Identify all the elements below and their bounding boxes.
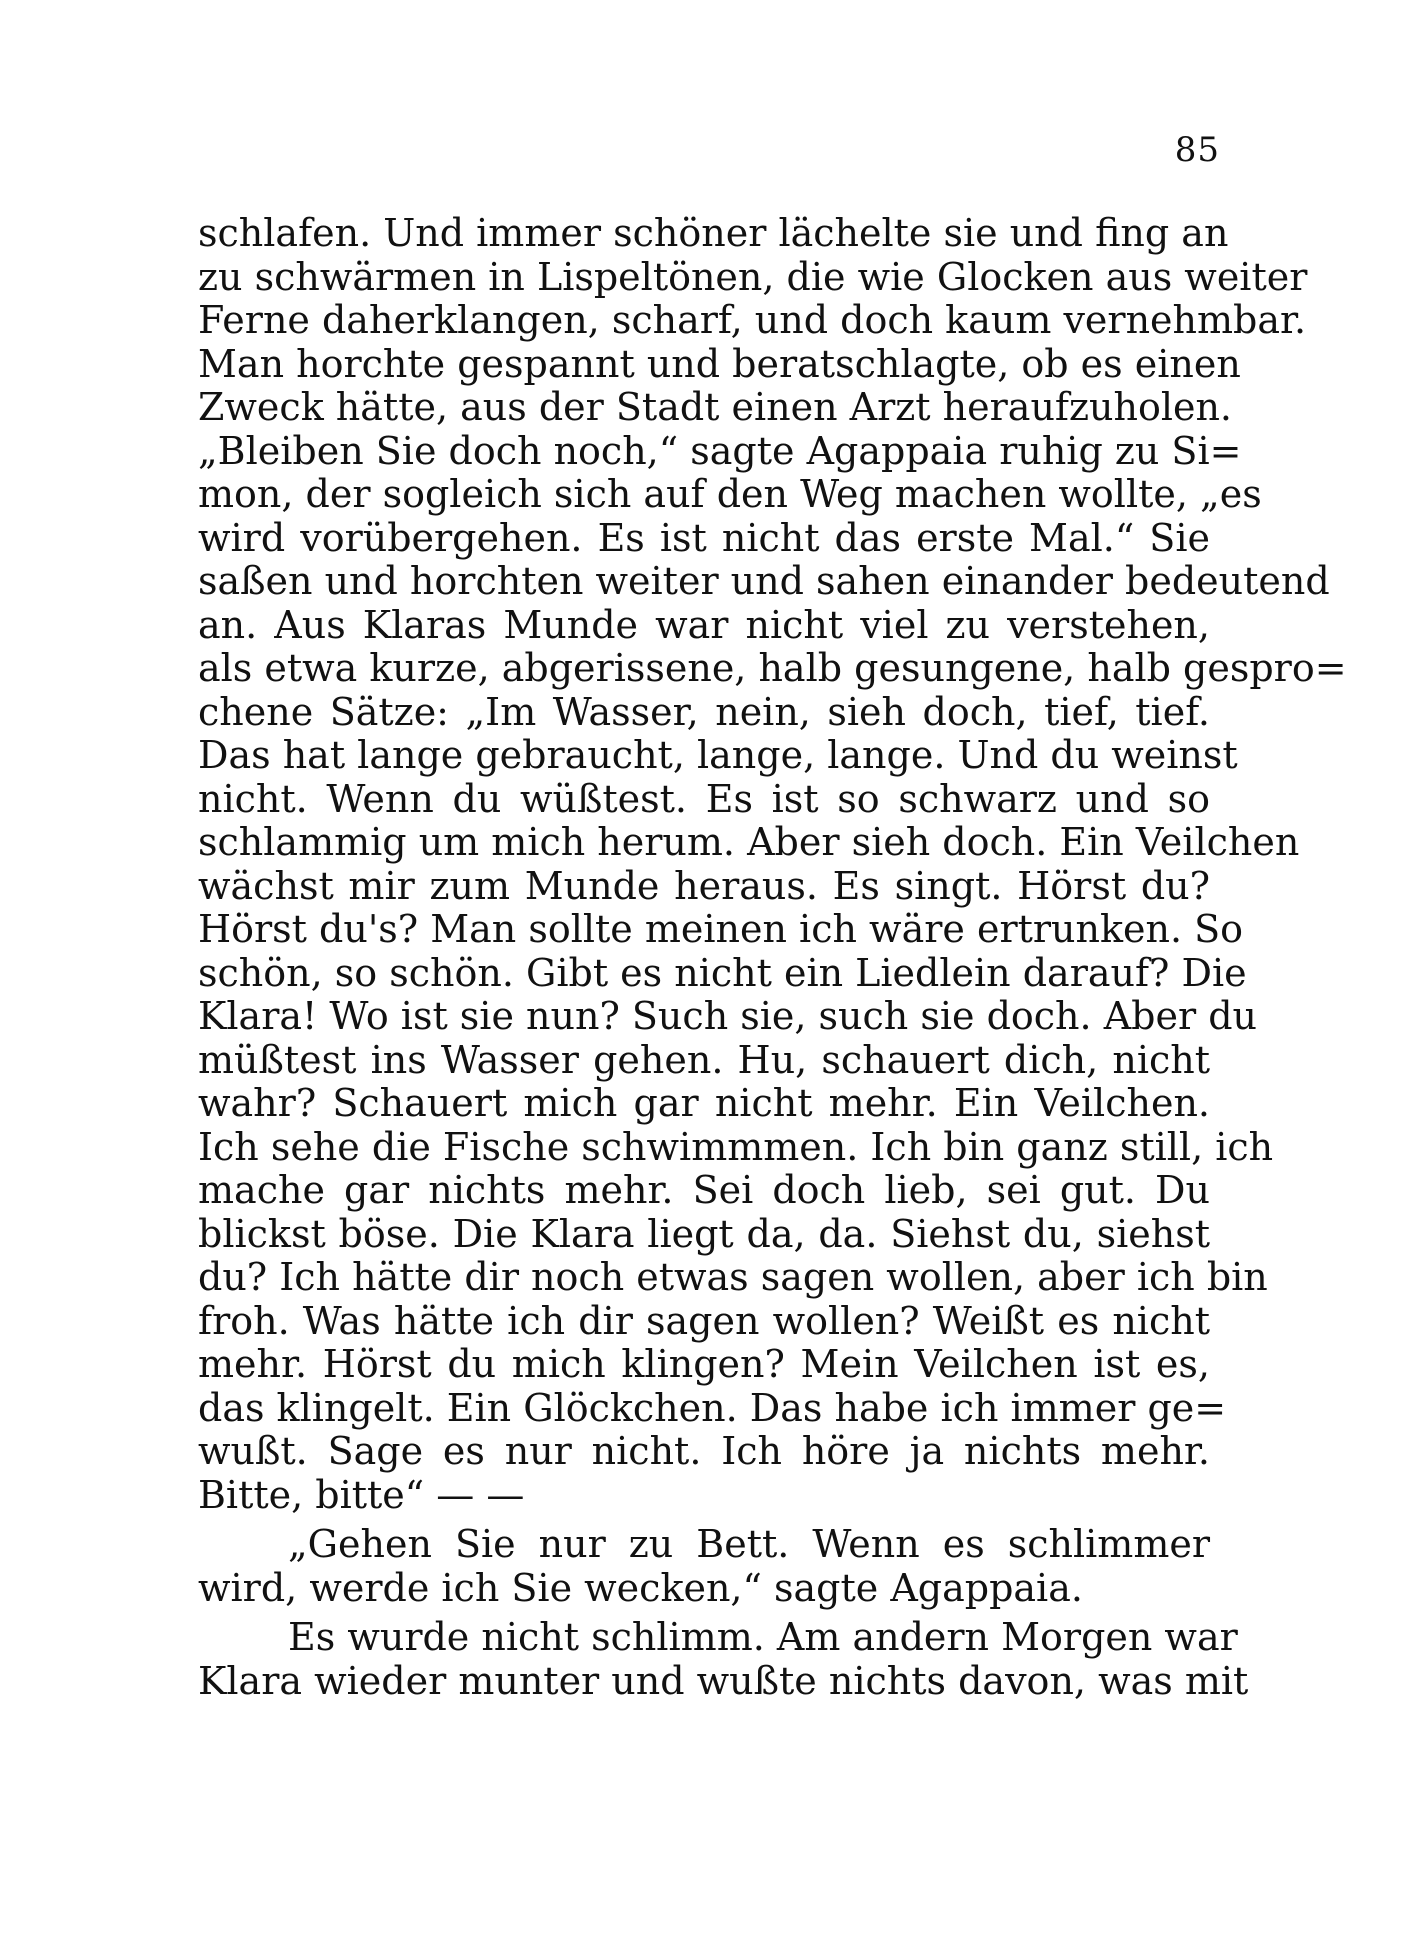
text-line: Zweck hätte, aus der Stadt einen Arzt heraufzuholen. bbox=[198, 385, 1233, 429]
text-line: Man horchte gespannt und beratschlagte, ob es einen bbox=[198, 341, 1241, 386]
text-line: nicht. Wenn du wüßtest. Es ist so schwarz und so bbox=[198, 776, 1210, 821]
text-line: mehr. Hörst du mich klingen? Mein Veilchen ist es, bbox=[198, 1342, 1210, 1386]
text-line: mon, der sogleich sich auf den Weg machen wollte, „es bbox=[198, 472, 1262, 516]
text-line: froh. Was hätte ich dir sagen wollen? Weißt es nicht bbox=[198, 1298, 1210, 1343]
text-line: mache gar nichts mehr. Sei doch lieb, sei gut. Du bbox=[198, 1168, 1210, 1212]
text-line: schlafen. Und immer schöner lächelte sie und fing an bbox=[198, 211, 1229, 255]
text-line: chene Sätze: „Im Wasser, nein, sieh doch, tief, tief. bbox=[198, 689, 1210, 734]
text-line: blickst böse. Die Klara liegt da, da. Siehst du, siehst bbox=[198, 1211, 1210, 1256]
text-line: wächst mir zum Munde heraus. Es singt. Hörst du? bbox=[198, 863, 1210, 908]
text-line: „Bleiben Sie doch noch,“ sagte Agappaia ruhig zu Si= bbox=[198, 428, 1242, 473]
text-line: als etwa kurze, abgerissene, halb gesungene, halb gespro= bbox=[198, 646, 1347, 690]
text-line: Das hat lange gebraucht, lange, lange. Und du weinst bbox=[198, 733, 1238, 777]
text-line: Klara wieder munter und wußte nichts davon, was mit bbox=[198, 1658, 1249, 1703]
text-line: saßen und horchten weiter und sahen einander bedeutend bbox=[198, 559, 1330, 603]
text-line: schlammig um mich herum. Aber sieh doch. Ein Veilchen bbox=[198, 820, 1300, 864]
body-text bbox=[198, 211, 1347, 1703]
text-line: zu schwärmen in Lispeltönen, die wie Glocken aus weiter bbox=[198, 254, 1308, 299]
text-line: schön, so schön. Gibt es nicht ein Liedlein darauf? Die bbox=[198, 950, 1247, 995]
text-line: du? Ich hätte dir noch etwas sagen wollen, aber ich bin bbox=[198, 1255, 1268, 1299]
text-line: Es wurde nicht schlimm. Am andern Morgen war bbox=[288, 1615, 1238, 1659]
text-line: Ich sehe die Fische schwimmmen. Ich bin ganz still, ich bbox=[198, 1124, 1274, 1169]
text-line: wahr? Schauert mich gar nicht mehr. Ein Veilchen. bbox=[198, 1081, 1210, 1125]
text-line: Bitte, bitte“ — — bbox=[198, 1472, 525, 1517]
page-number: 85 bbox=[1174, 130, 1220, 170]
text-line: Hörst du's? Man sollte meinen ich wäre ertrunken. So bbox=[198, 907, 1244, 951]
text-line: wird vorübergehen. Es ist nicht das erste Mal.“ Sie bbox=[198, 515, 1210, 560]
text-line: das klingelt. Ein Glöckchen. Das habe ich immer ge= bbox=[198, 1385, 1227, 1430]
text-line: an. Aus Klaras Munde war nicht viel zu verstehen, bbox=[198, 602, 1210, 647]
text-line: wird, werde ich Sie wecken,“ sagte Agappaia. bbox=[198, 1565, 1083, 1610]
text-line: „Gehen Sie nur zu Bett. Wenn es schlimmer bbox=[288, 1522, 1210, 1566]
text-line: wußt. Sage es nur nicht. Ich höre ja nichts mehr. bbox=[198, 1429, 1210, 1473]
text-line: Klara! Wo ist sie nun? Such sie, such sie doch. Aber du bbox=[198, 994, 1257, 1038]
text-line: Ferne daherklangen, scharf, und doch kaum vernehmbar. bbox=[198, 298, 1307, 342]
text-line: müßtest ins Wasser gehen. Hu, schauert dich, nicht bbox=[198, 1037, 1210, 1082]
